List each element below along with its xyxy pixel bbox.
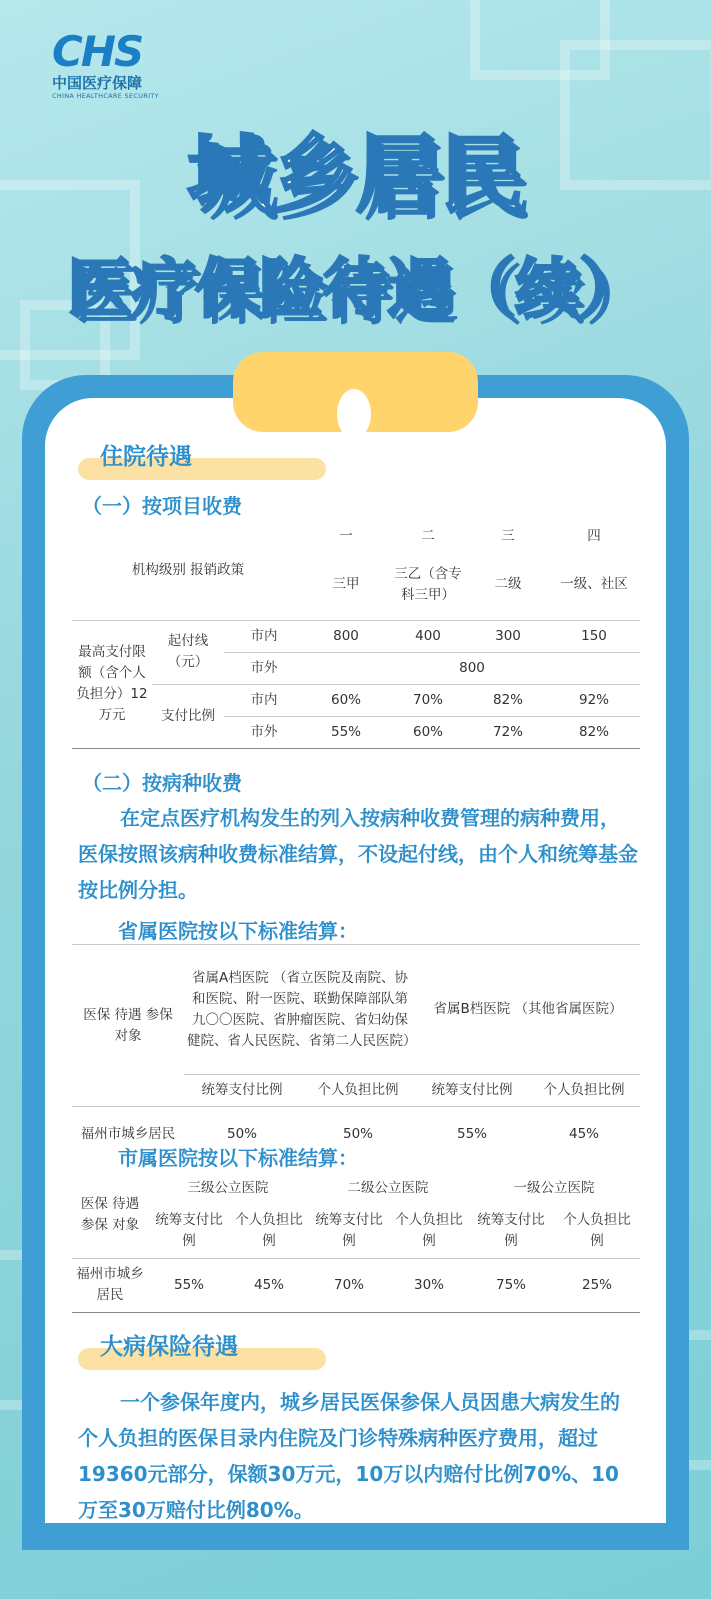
ratio-in-4: 92% xyxy=(548,684,640,716)
municipal-val-6: 25% xyxy=(554,1258,640,1312)
ratio-out-2: 60% xyxy=(388,716,468,748)
municipal-sub-6: 个人负担比例 xyxy=(554,1204,640,1258)
provincial-col-a: 省属A档医院 （省立医院及南院、协和医院、附一医院、联勤保障部队第九〇〇医院、省肿瘤医院、省妇幼保健院、省人民医院、省第二人民医院） xyxy=(184,945,416,1075)
level-name-3: 二级 xyxy=(468,550,548,620)
provincial-table xyxy=(72,944,640,1163)
row-group-label: 最高支付限额（含个人负担分）12万元 xyxy=(72,620,152,748)
itemized-table xyxy=(72,522,640,749)
provincial-val-4: 45% xyxy=(568,1126,599,1143)
provincial-row-label: 福州市城乡居民 xyxy=(80,1126,176,1143)
municipal-val-3: 70% xyxy=(308,1258,390,1312)
ratio-in-3: 82% xyxy=(468,684,548,716)
chs-logo xyxy=(52,27,182,108)
logo-en: CHINA HEALTHCARE SECURITY xyxy=(52,92,159,100)
ratio-out-4: 82% xyxy=(548,716,640,748)
deductible-label: 起付线（元） xyxy=(167,633,209,670)
municipal-table xyxy=(72,1172,640,1313)
municipal-val-2: 45% xyxy=(230,1258,308,1312)
header-left: 机构级别 报销政策 xyxy=(72,522,304,620)
level-4: 四 xyxy=(587,527,601,544)
provincial-sub-3: 统筹支付比例 xyxy=(416,1075,528,1107)
deductible-out-label: 市外 xyxy=(224,652,304,684)
provincial-sub-2: 个人负担比例 xyxy=(300,1075,416,1107)
level-1: 一 xyxy=(339,527,353,544)
ratio-out-label: 市外 xyxy=(224,716,304,748)
level-3: 三 xyxy=(501,527,515,544)
provincial-val-2: 50% xyxy=(342,1126,373,1143)
municipal-corner: 医保 待遇 参保 对象 xyxy=(72,1172,148,1258)
municipal-sub-5: 统筹支付比例 xyxy=(468,1204,554,1258)
municipal-sub-1: 统筹支付比例 xyxy=(148,1204,230,1258)
municipal-sub-2: 个人负担比例 xyxy=(230,1204,308,1258)
title-line2: 医疗保险待遇（续） xyxy=(67,253,644,327)
frame-tab xyxy=(233,352,478,432)
deductible-in-4: 150 xyxy=(548,620,640,652)
provincial-corner: 医保 待遇 参保 对象 xyxy=(72,945,184,1107)
deductible-in-label: 市内 xyxy=(224,620,304,652)
deductible-in-2: 400 xyxy=(388,620,468,652)
ratio-out-1: 55% xyxy=(304,716,388,748)
provincial-val-1: 50% xyxy=(226,1126,257,1143)
municipal-sub-3: 统筹支付比例 xyxy=(308,1204,390,1258)
ratio-in-2: 70% xyxy=(388,684,468,716)
municipal-row-label: 福州市城乡居民 xyxy=(72,1258,148,1312)
title-line1: 城乡居民 xyxy=(187,126,524,224)
provincial-note: 省属医院按以下标准结算： xyxy=(118,919,358,943)
part1-subtitle: （一）按项目收费 xyxy=(82,494,242,518)
municipal-group-2: 二级公立医院 xyxy=(347,1179,429,1196)
provincial-col-b: 省属B档医院 （其他省属医院） xyxy=(416,945,640,1075)
provincial-sub-1: 统筹支付比例 xyxy=(184,1075,300,1107)
level-2: 二 xyxy=(421,527,435,544)
municipal-val-1: 55% xyxy=(148,1258,230,1312)
critical-heading: 大病保险待遇 xyxy=(78,1322,328,1370)
provincial-val-3: 55% xyxy=(456,1126,487,1143)
part2-text: 在定点医疗机构发生的列入按病种收费管理的病种费用，医保按照该病种收费标准结算，不设起付线，由个人和统筹基金按比例分担。 xyxy=(78,806,638,902)
level-name-4: 一级、社区 xyxy=(548,550,640,620)
deductible-in-1: 800 xyxy=(304,620,388,652)
ratio-label: 支付比例 xyxy=(152,684,224,748)
critical-text: 一个参保年度内，城乡居民医保参保人员因患大病发生的个人负担的医保目录内住院及门诊特殊病种医疗费用，超过19360元部分，保额30万元，10万以内赔付比例70%、10万至30万赔付比例80%。 xyxy=(78,1390,620,1522)
deductible-in-3: 300 xyxy=(468,620,548,652)
logo-cn: 中国医疗保障 xyxy=(52,74,143,92)
municipal-group-3: 一级公立医院 xyxy=(513,1179,595,1196)
municipal-note: 市属医院按以下标准结算： xyxy=(118,1146,358,1170)
ratio-in-1: 60% xyxy=(304,684,388,716)
municipal-val-5: 75% xyxy=(468,1258,554,1312)
level-name-2: 三乙（含专科三甲） xyxy=(388,550,468,620)
logo-mark: CHS xyxy=(52,27,143,76)
level-name-1: 三甲 xyxy=(304,550,388,620)
deductible-out: 800 xyxy=(304,652,640,684)
municipal-sub-4: 个人负担比例 xyxy=(390,1204,468,1258)
part2-subtitle: （二）按病种收费 xyxy=(82,771,242,795)
provincial-sub-4: 个人负担比例 xyxy=(528,1075,640,1107)
ratio-in-label: 市内 xyxy=(224,684,304,716)
inpatient-heading: 住院待遇 xyxy=(78,432,328,480)
municipal-group-1: 三级公立医院 xyxy=(187,1179,269,1196)
ratio-out-3: 72% xyxy=(468,716,548,748)
municipal-val-4: 30% xyxy=(390,1258,468,1312)
